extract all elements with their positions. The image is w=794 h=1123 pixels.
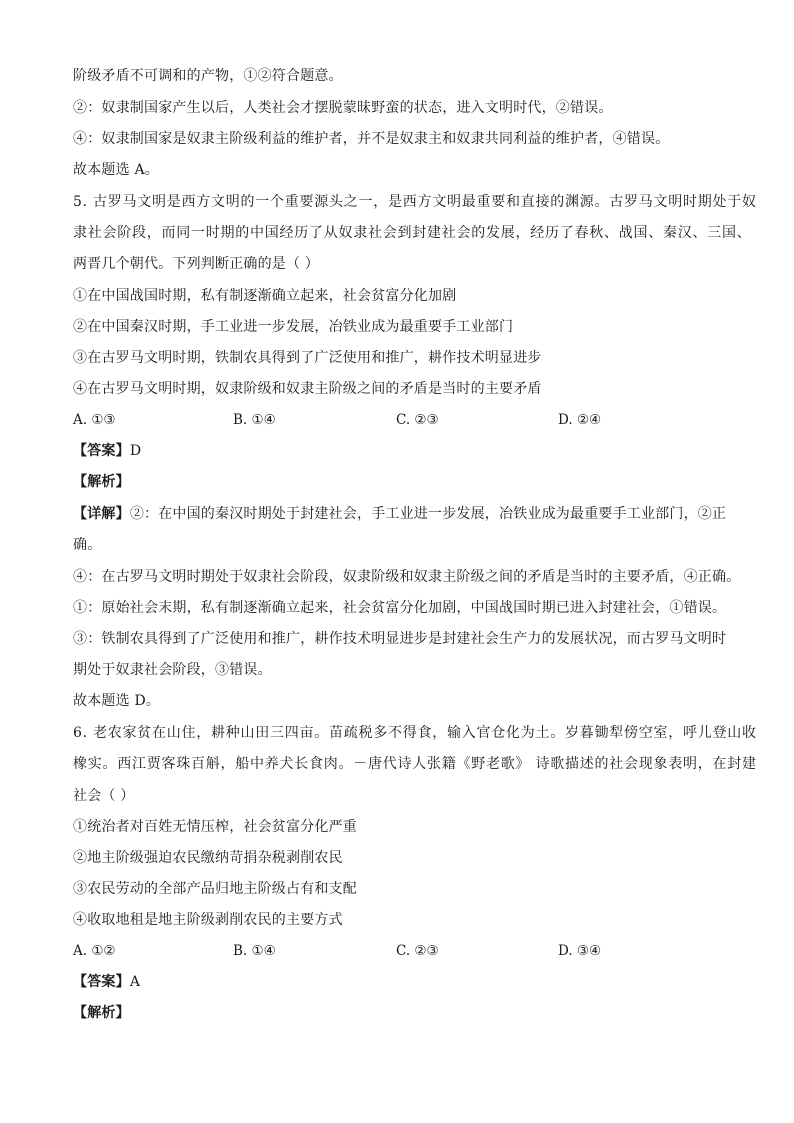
q4-analysis-line-3: ④：奴隶制国家是奴隶主阶级利益的维护者，并不是奴隶主和奴隶共同利益的维护者，④错误。 <box>73 131 670 147</box>
q6-answer <box>73 972 140 992</box>
answer-tag: 【答案】 <box>73 974 130 990</box>
q4-conclusion: 故本题选 A。 <box>73 162 159 178</box>
detail-tag: 【详解】 <box>73 506 130 522</box>
q5-detail-line-4: ①：原始社会末期，私有制逐渐确立起来，社会贫富分化加剧，中国战国时期已进入封建社会，①错误。 <box>73 600 727 616</box>
detail-text: ②：在中国的秦汉时期处于封建社会，手工业进一步发展，冶铁业成为最重要手工业部门，②正 <box>129 506 727 522</box>
q5-answer <box>73 441 141 461</box>
q6-option-b: B. ①④ <box>233 943 276 959</box>
q5-option-a: A. ①③ <box>73 412 116 428</box>
answer-tag: 【答案】 <box>73 443 130 459</box>
q6-stem-line-2: 橡实。西江贾客珠百斛，船中养犬长食肉。－唐代诗人张籍《野老歌》 诗歌描述的社会现象表明，在封建 <box>73 756 757 772</box>
q4-analysis-line-2: ②：奴隶制国家产生以后，人类社会才摆脱蒙昧野蛮的状态，进入文明时代，②错误。 <box>73 100 613 116</box>
q5-statement-2: ②在中国秦汉时期，手工业进一步发展，冶铁业成为最重要手工业部门 <box>73 319 514 335</box>
q6-stem-line-1: 6. 老农家贫在山住，耕种山田三四亩。苗疏税多不得食，输入官仓化为土。岁暮锄犁傍空室，呼儿登山收 <box>73 725 757 741</box>
answer-value: A <box>129 974 141 990</box>
q5-stem-line-1: 5. 古罗马文明是西方文明的一个重要源头之一，是西方文明最重要和直接的渊源。古罗马文明时期处于奴 <box>73 194 757 210</box>
analysis-tag: 【解析】 <box>73 474 130 490</box>
q5-detail-line-3: ④：在古罗马文明时期处于奴隶社会阶段，奴隶阶级和奴隶主阶级之间的矛盾是当时的主要矛盾，④正确。 <box>73 569 741 585</box>
q5-statement-1: ①在中国战国时期，私有制逐渐确立起来，社会贫富分化加剧 <box>73 288 457 304</box>
q6-option-c: C. ②③ <box>396 943 439 959</box>
q5-option-d: D. ②④ <box>558 412 602 428</box>
q6-statement-1: ①统治者对百姓无情压榨，社会贫富分化严重 <box>73 819 357 835</box>
q5-statement-4: ④在古罗马文明时期，奴隶阶级和奴隶主阶级之间的矛盾是当时的主要矛盾 <box>73 381 542 397</box>
q6-statement-2: ②地主阶级强迫农民缴纳苛捐杂税剥削农民 <box>73 850 343 866</box>
q5-option-c: C. ②③ <box>396 412 439 428</box>
q5-stem-line-3: 两晋几个朝代。下列判断正确的是（ ） <box>73 256 320 272</box>
q5-conclusion: 故本题选 D。 <box>73 693 161 709</box>
q5-detail-line-5: ③：铁制农具得到了广泛使用和推广，耕作技术明显进步是封建社会生产力的发展状况，而古罗马文明时 <box>73 631 727 647</box>
q5-stem-line-2: 隶社会阶段，而同一时期的中国经历了从奴隶社会到封建社会的发展，经历了春秋、战国、秦汉、三国、 <box>73 225 752 241</box>
q5-detail-line-6: 期处于奴隶社会阶段，③错误。 <box>73 662 272 678</box>
answer-value: D <box>129 443 142 459</box>
q5-statement-3: ③在古罗马文明时期，铁制农具得到了广泛使用和推广，耕作技术明显进步 <box>73 350 542 366</box>
q5-detail-line-1 <box>73 504 726 524</box>
q6-option-d: D. ③④ <box>558 943 602 959</box>
q6-stem-line-3: 社会（ ） <box>73 788 135 804</box>
q6-statement-4: ④收取地租是地主阶级剥削农民的主要方式 <box>73 912 343 928</box>
q4-analysis-line-1: 阶级矛盾不可调和的产物，①②符合题意。 <box>73 68 343 84</box>
analysis-tag: 【解析】 <box>73 1005 130 1021</box>
q6-statement-3: ③农民劳动的全部产品归地主阶级占有和支配 <box>73 881 357 897</box>
q6-option-a: A. ①② <box>73 943 116 959</box>
q5-analysis-heading <box>73 472 130 492</box>
q5-option-b: B. ①④ <box>233 412 276 428</box>
q5-detail-line-2: 确。 <box>73 537 102 553</box>
q6-analysis-heading <box>73 1003 130 1023</box>
